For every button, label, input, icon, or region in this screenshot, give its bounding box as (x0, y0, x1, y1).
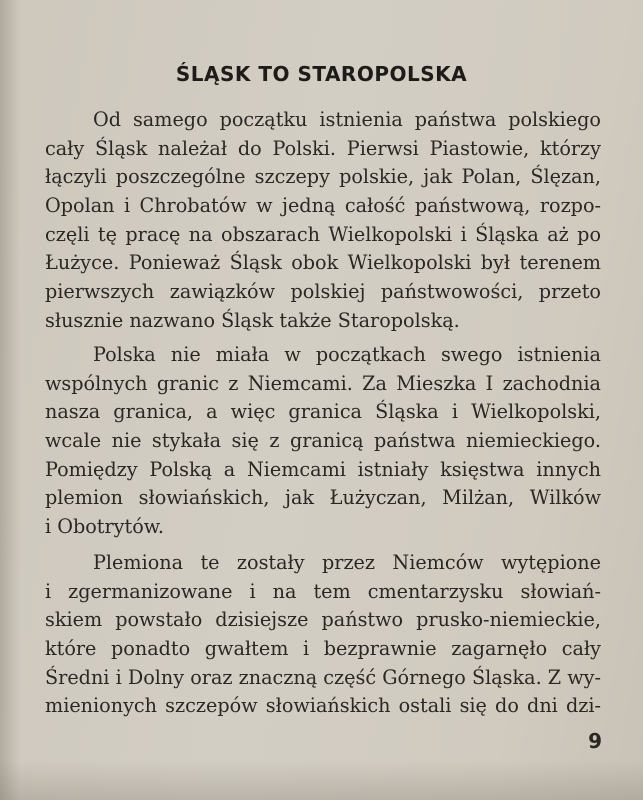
text-line: łączyli poszczególne szczepy polskie, jak Polan, Ślęzan, (45, 165, 601, 189)
text-line: wcale nie stykała się z granicą państwa niemieckiego. (45, 429, 601, 453)
text-line: Plemiona te zostały przez Niemców wytępione (93, 551, 601, 574)
text-line: plemion słowiańskich, jak Łużyczan, Milżan, Wilków (45, 486, 601, 510)
text-line: i Obotrytów. (45, 515, 165, 539)
text-line: cały Śląsk należał do Polski. Pierwsi Piastowie, którzy (45, 136, 601, 160)
page-bottom-shadow (0, 760, 643, 800)
text-line: mienionych szczepów słowiańskich ostali się do dni dzi- (45, 694, 601, 718)
chapter-title: ŚLĄSK TO STAROPOLSKA (175, 62, 468, 86)
page-gutter-shadow (0, 0, 20, 800)
paragraph-1 (45, 106, 601, 336)
text-line: Opolan i Chrobatów w jedną całość państwową, rozpo- (45, 194, 601, 218)
paragraph-3 (45, 549, 601, 721)
text-line: pierwszych zawiązków polskiej państwowości, przeto (45, 280, 601, 304)
text-line: słusznie nazwano Śląsk także Staropolską. (45, 308, 460, 332)
text-line: skiem powstało dzisiejsze państwo prusko-niemieckie, (45, 608, 601, 632)
text-line: Średni i Dolny oraz znaczną część Górnego Śląska. Z wy- (45, 665, 601, 689)
page-number: 9 (588, 729, 602, 753)
text-line: Łużyce. Ponieważ Śląsk obok Wielkopolski był terenem (45, 251, 601, 275)
paragraph-2 (45, 341, 601, 542)
text-line: częli tę pracę na obszarach Wielkopolski i Śląska aż po (45, 222, 601, 246)
text-line: wspólnych granic z Niemcami. Za Mieszka I zachodnia (45, 371, 601, 395)
text-line: które ponadto gwałtem i bezprawnie zagarnęło cały (45, 637, 601, 661)
text-line: nasza granica, a więc granica Śląska i Wielkopolski, (45, 400, 601, 424)
text-line: Polska nie miała w początkach swego istnienia (93, 343, 601, 366)
text-line: i zgermanizowane i na tem cmentarzysku słowiań- (45, 579, 601, 603)
text-line: Pomiędzy Polską a Niemcami istniały księstwa innych (45, 457, 601, 481)
text-line: Od samego początku istnienia państwa polskiego (93, 108, 601, 131)
